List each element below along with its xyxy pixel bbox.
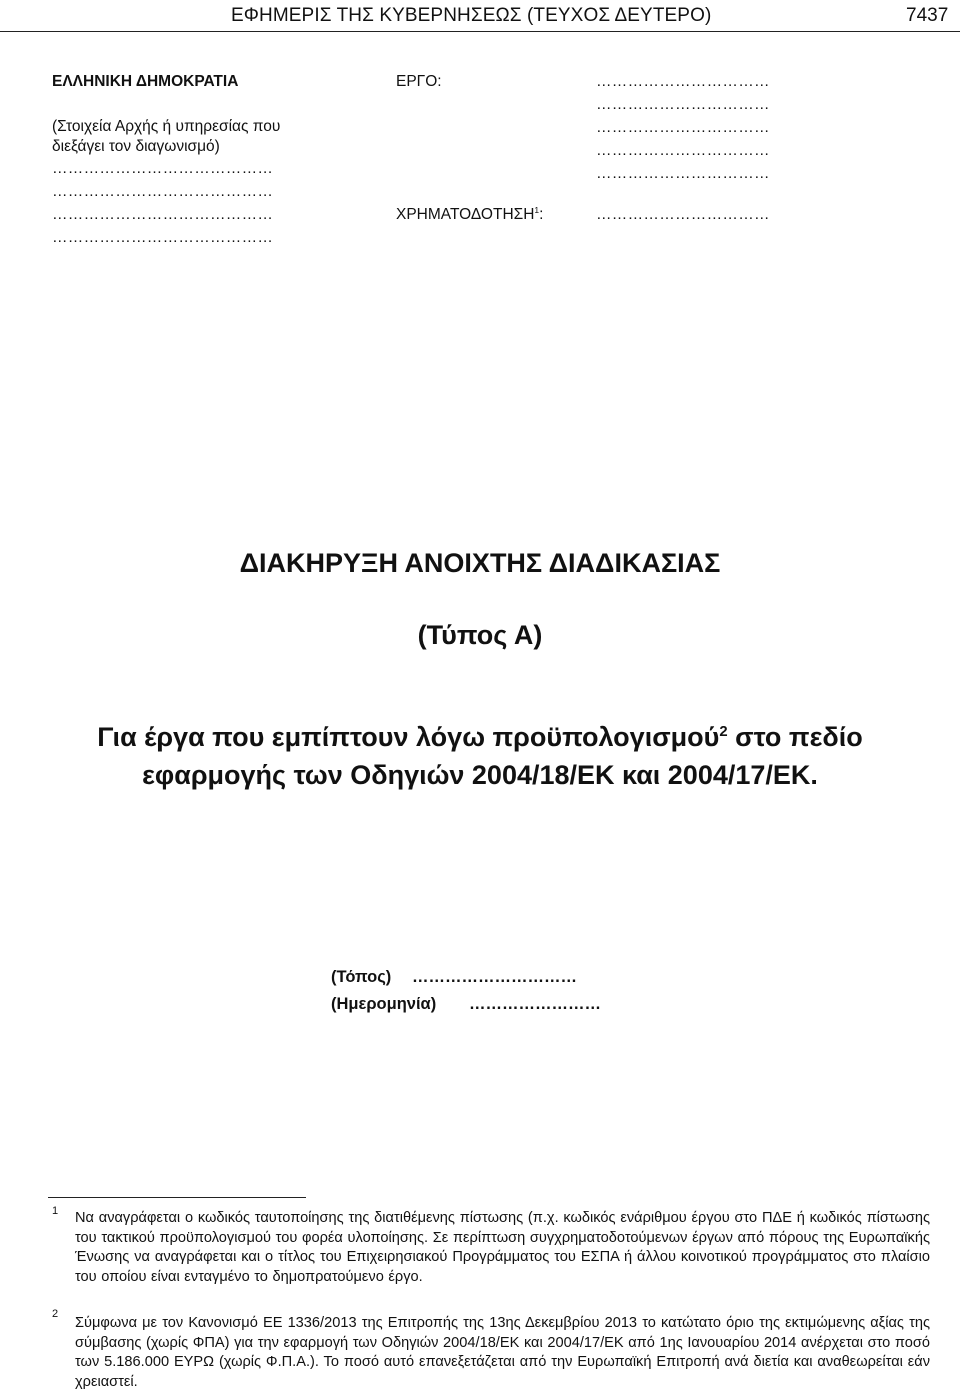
scope-line-1-tail: στο πεδίο: [727, 722, 863, 752]
authority-dots-2: ……………………………………: [52, 183, 274, 200]
footnote-1-mark: 1: [52, 1205, 59, 1217]
place-dots: …………………………: [412, 968, 577, 986]
funding-label-text: ΧΡΗΜΑΤΟΔΟΤΗΣΗ: [396, 206, 535, 223]
project-dots-4: ……………………………: [596, 142, 770, 159]
page-number: 7437: [906, 5, 949, 26]
authority-dots-4: ……………………………………: [52, 229, 274, 246]
date-dots: ……………………: [469, 995, 601, 1013]
funding-dots: ……………………………: [596, 206, 770, 223]
project-dots-5: ……………………………: [596, 165, 770, 182]
funding-label: [396, 206, 543, 224]
funding-colon: :: [539, 206, 544, 223]
footnote-1-text: Να αναγράφεται ο κωδικός ταυτοποίησης της διατιθέμενης πίστωσης (π.χ. κωδικός ενάριθμου έργου στο ΠΔΕ ή κωδικός πίστωσης του τακτικού προϋπολογισμού του φορέα υλοποίησης. Σε περίπτωση συγχρηματοδοτούμενων έργων από πόρους της Ευρωπαϊκής Ένωσης να αναγράφεται και ο τίτλος του Επιχειρησιακού Προγράμματος του ΕΣΠΑ ή άλλου κοινοτικού προγράμματος στο πλαίσιο του οποίου είναι ενταγμένο το δημοπρατούμενο έργο.: [75, 1210, 930, 1285]
authority-dots-3: ……………………………………: [52, 206, 274, 223]
authority-dots-1: ……………………………………: [52, 160, 274, 177]
running-header: [0, 0, 960, 34]
project-label: ΕΡΓΟ:: [396, 73, 442, 90]
funding-footnote-ref: 1: [534, 204, 540, 215]
project-dots-2: ……………………………: [596, 96, 770, 113]
project-dots-1: ……………………………: [596, 73, 770, 90]
scope-footnote-ref: 2: [719, 724, 728, 740]
scope-line-1-text: Για έργα που εμπίπτουν λόγω προϋπολογισμού: [97, 722, 720, 752]
authority-line-1: (Στοιχεία Αρχής ή υπηρεσίας που: [52, 118, 281, 135]
date-label: (Ημερομηνία): [331, 995, 437, 1013]
footnote-2-mark: 2: [52, 1308, 59, 1320]
scope-line-2: εφαρμογής των Οδηγιών 2004/18/ΕΚ και 2004/17/ΕΚ.: [142, 760, 818, 790]
authority-line-2: διεξάγει τον διαγωνισμό): [52, 138, 220, 155]
footnote-2-text: Σύμφωνα με τον Κανονισμό ΕΕ 1336/2013 της Επιτροπής της 13ης Δεκεμβρίου 2013 το κατώτατο όριο της εκτιμώμενης αξίας της σύμβασης (χωρίς ΦΠΑ) για την εφαρμογή των Οδηγιών 2004/18/ΕΚ και 2004/17/ΕΚ από 1ης Ιανουαρίου 2014 ανέρχεται στο ποσό των 5.186.000 ΕΥΡΩ (χωρίς Φ.Π.Α.). Το ποσό αυτό επανεξετάζεται από την Ευρωπαϊκή Επιτροπή ανά διετία και αναθεωρείται εάν χρειαστεί.: [75, 1315, 930, 1390]
republic-label: ΕΛΛΗΝΙΚΗ ΔΗΜΟΚΡΑΤΙΑ: [52, 73, 239, 90]
footnote-rule: [48, 1197, 306, 1198]
gazette-title: ΕΦΗΜΕΡΙΣ ΤΗΣ ΚΥΒΕΡΝΗΣΕΩΣ (ΤΕΥΧΟΣ ΔΕΥΤΕΡΟ): [231, 5, 712, 26]
scope-line-1: [0, 722, 960, 753]
notice-title: ΔΙΑΚΗΡΥΞΗ ΑΝΟΙΧΤΗΣ ΔΙΑΔΙΚΑΣΙΑΣ: [239, 548, 721, 578]
notice-type: (Τύπος Α): [417, 620, 543, 650]
project-dots-3: ……………………………: [596, 119, 770, 136]
place-label: (Τόπος): [331, 968, 392, 986]
header-rule: [0, 31, 960, 32]
